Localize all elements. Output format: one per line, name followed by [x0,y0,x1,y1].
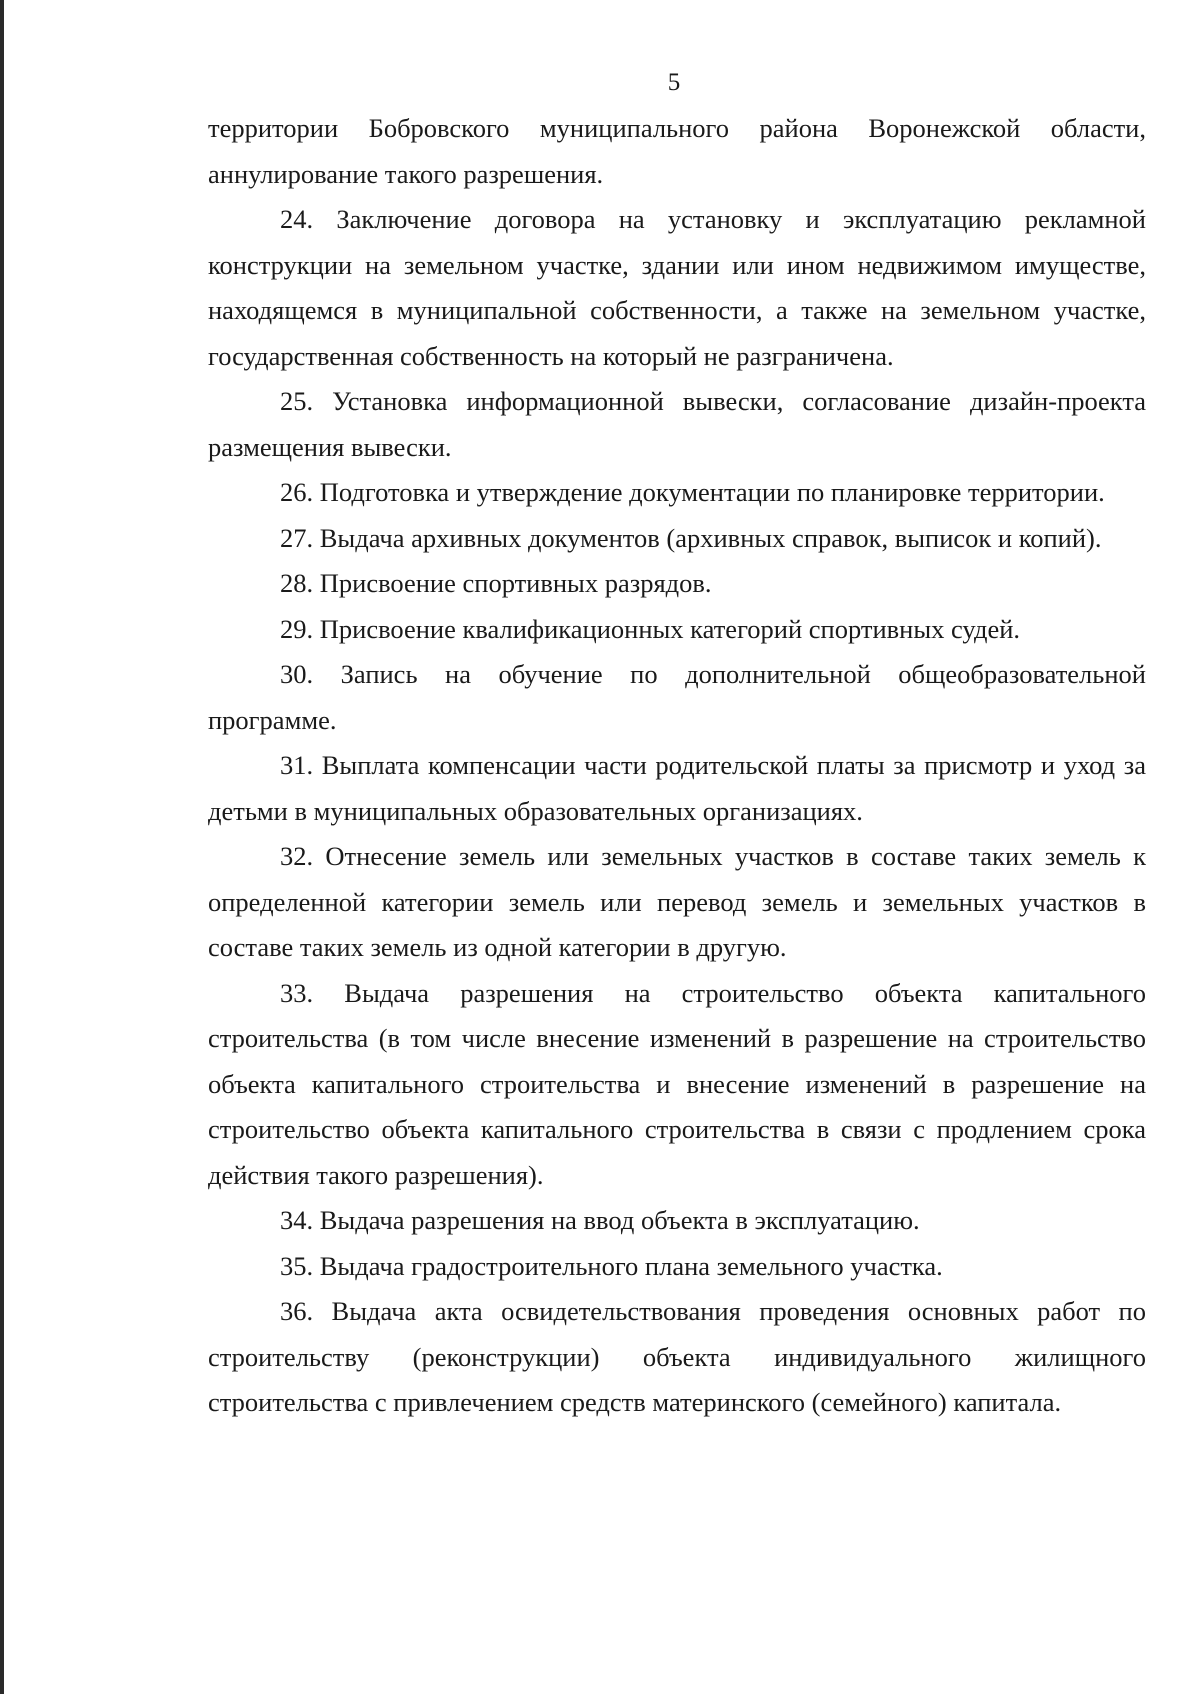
list-item-31: 31. Выплата компенсации части родительской платы за присмотр и уход за детьми в муниципальных образовательных организациях. [208,750,1146,826]
scan-edge [0,0,4,1694]
list-item-27: 27. Выдача архивных документов (архивных справок, выписок и копий). [280,522,1102,553]
list-item-35: 35. Выдача градостроительного плана земельного участка. [280,1250,943,1281]
list-item-30: 30. Запись на обучение по дополнительной общеобразовательной программе. [208,659,1146,735]
paragraph-continuation: территории Бобровского муниципального района Воронежской области, аннулирование такого разрешения. [208,113,1146,189]
list-item-32: 32. Отнесение земель или земельных участков в составе таких земель к определенной категории земель или перевод земель и земельных участков в составе таких земель из одной категории в другую. [208,841,1146,962]
list-item-26: 26. Подготовка и утверждение документации по планировке территории. [280,477,1105,507]
list-item-34: 34. Выдача разрешения на ввод объекта в эксплуатацию. [280,1205,920,1235]
list-item-24: 24. Заключение договора на установку и эксплуатацию рекламной конструкции на земельном участке, здании или ином недвижимом имуществе, находящемся в муниципальной собственности, а также на земельном участке, государственная собственность на который не разграничена. [208,204,1146,371]
list-item-33: 33. Выдача разрешения на строительство объекта капитального строительства (в том числе внесение изменений в разрешение на строительство объекта капитального строительства и внесение изменений в разрешение на строительство объекта капитального строительства в связи с продлением срока действия такого разрешения). [208,977,1146,1190]
document-page [208,60,1146,1426]
page-number: 5 [667,69,681,96]
list-item-25: 25. Установка информационной вывески, согласование дизайн-проекта размещения вывески. [208,386,1146,462]
list-item-28: 28. Присвоение спортивных разрядов. [280,568,712,598]
list-item-36: 36. Выдача акта освидетельствования проведения основных работ по строительству (реконструкции) объекта индивидуального жилищного строительства с привлечением средств материнского (семейного) капитала. [208,1296,1146,1417]
list-item-29: 29. Присвоение квалификационных категорий спортивных судей. [280,613,1021,644]
